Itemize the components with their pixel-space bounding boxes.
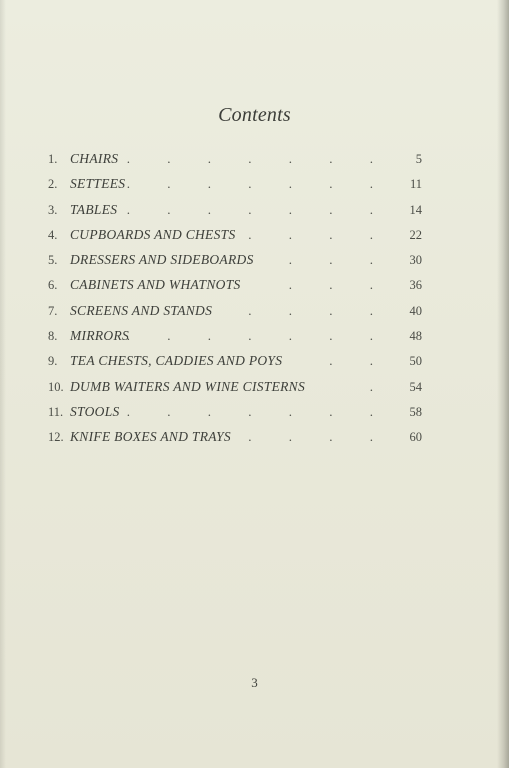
toc-entry (48, 401, 428, 426)
entry-page: 36 (409, 278, 422, 293)
entry-number: 4. (48, 227, 58, 242)
entry-title: KNIFE BOXES AND TRAYS (70, 429, 231, 445)
toc-entry (48, 199, 428, 224)
entry-title: CHAIRS (70, 151, 119, 166)
entry-number: 12. (48, 430, 64, 445)
dot-leader: . . . . . . . (126, 403, 390, 419)
dot-leader: . . . . . . . (126, 328, 390, 344)
toc-entry (48, 148, 428, 173)
page-number: 3 (251, 675, 258, 690)
entry-number: 6. (48, 278, 58, 293)
entry-page: 60 (409, 430, 422, 445)
entry-title: DUMB WAITERS AND WINE CISTERNS (70, 378, 306, 394)
toc-entry (48, 350, 428, 375)
entry-page: 22 (409, 227, 422, 242)
entry-title: TEA CHESTS, CADDIES AND POYS (70, 353, 283, 369)
toc-entry (48, 173, 428, 198)
dot-leader: . . . . (248, 252, 390, 268)
entry-number: 7. (48, 303, 58, 318)
entry-page: 50 (409, 354, 422, 369)
toc-entry (48, 249, 428, 274)
dot-leader: . . . . . . . (126, 151, 390, 166)
entry-title: MIRRORS (70, 328, 130, 344)
dot-leader: . . . . . . . (126, 201, 390, 217)
entry-title: CABINETS AND WHATNOTS (70, 277, 241, 293)
contents-heading: Contents (218, 104, 291, 126)
entry-number: 8. (48, 329, 58, 344)
toc-entry (48, 224, 428, 249)
dot-leader: . . . . (248, 226, 390, 242)
table-of-contents (48, 148, 428, 452)
entry-number: 9. (48, 354, 58, 369)
entry-page: 48 (409, 329, 422, 344)
entry-page: 5 (415, 152, 422, 166)
entry-number: 5. (48, 253, 58, 268)
entry-number: 10. (48, 379, 64, 394)
dot-leader: . . (329, 353, 390, 369)
entry-number: 3. (48, 202, 58, 217)
entry-title: DRESSERS AND SIDEBOARDS (70, 252, 254, 268)
dot-leader: . (369, 378, 390, 394)
entry-number: 1. (48, 152, 58, 166)
entry-number: 11. (48, 404, 64, 419)
toc-entry (48, 325, 428, 350)
entry-title: SCREENS AND STANDS (70, 302, 213, 318)
dot-leader: . . . (288, 277, 390, 293)
dot-leader: . . . . (248, 302, 390, 318)
entry-title: TABLES (70, 201, 118, 217)
entry-title: CUPBOARDS AND CHESTS (70, 226, 236, 242)
entry-page: 30 (409, 253, 422, 268)
toc-entry (48, 426, 428, 451)
entry-page: 14 (409, 202, 422, 217)
entry-title: SETTEES (70, 176, 126, 192)
entry-page: 54 (409, 379, 422, 394)
dot-leader: . . . . (248, 429, 390, 445)
entry-title: STOOLS (70, 403, 120, 419)
dot-leader: . . . . . . . (126, 176, 390, 192)
entry-page: 11 (409, 177, 422, 192)
entry-page: 58 (409, 404, 422, 419)
toc-entry (48, 300, 428, 325)
toc-entry (48, 274, 428, 299)
entry-page: 40 (409, 303, 422, 318)
entry-number: 2. (48, 177, 58, 192)
toc-entry (48, 376, 428, 401)
